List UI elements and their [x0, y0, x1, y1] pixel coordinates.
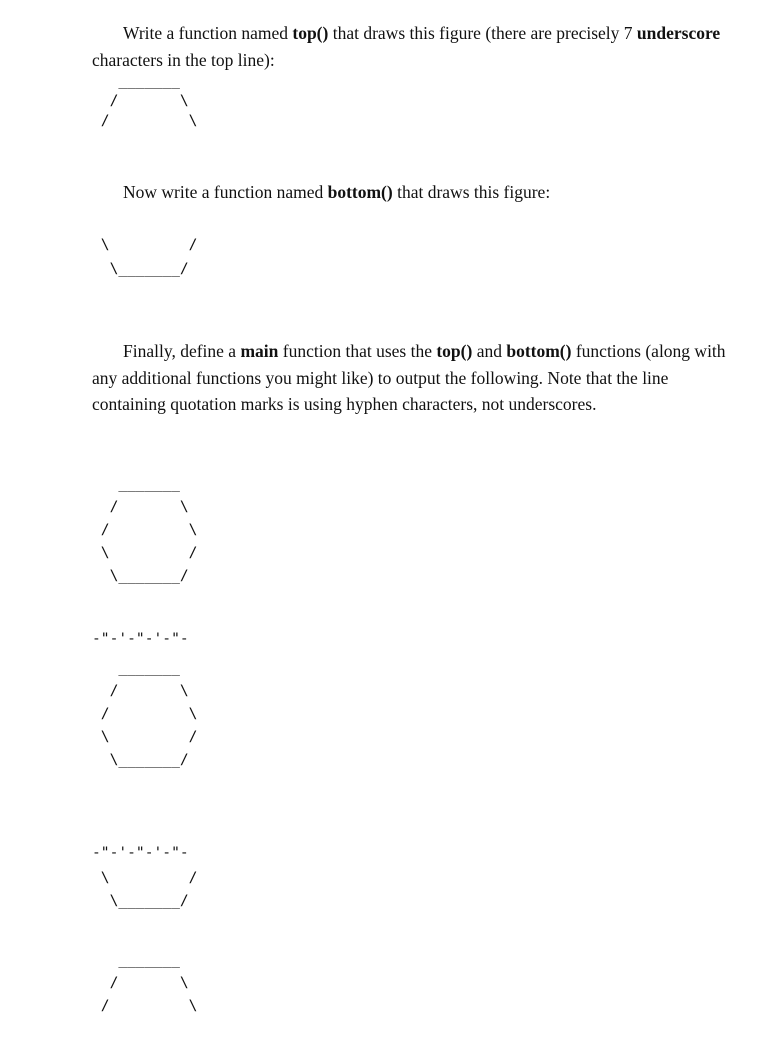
bottom-function-name-2: bottom(): [506, 341, 572, 361]
figure-top: _______ / \ / \: [100, 72, 198, 129]
output-figure-1: _______ / \ / \ \ / \_______/: [100, 475, 198, 584]
bottom-function-name: bottom(): [327, 182, 393, 202]
underscore-word: underscore: [636, 23, 721, 43]
figure-bottom: \ / \_______/: [100, 236, 198, 277]
output-figure-4: _______ / \ / \: [100, 951, 198, 1014]
instruction-top: Write a function named top() that draws this figure (there are precisely 7 underscore characters in the top line):: [92, 23, 721, 70]
output-figure-2: _______ / \ / \ \ / \_______/: [100, 659, 198, 768]
dash-line-1: -"-'-"-'-"-: [92, 630, 189, 647]
dash-line-2: -"-'-"-'-"-: [92, 844, 189, 861]
top-function-name-2: top(): [436, 341, 473, 361]
instruction-main: Finally, define a main function that uses the top() and bottom() functions (along with any additional functions you might like) to output the following. Note that the line containing quotation marks is using hyphen characters, not underscores.: [92, 341, 726, 414]
main-function-name: main: [240, 341, 279, 361]
instruction-bottom: Now write a function named bottom() that draws this figure:: [123, 182, 551, 202]
output-figure-3: \ / \_______/: [100, 869, 198, 909]
top-function-name: top(): [292, 23, 329, 43]
